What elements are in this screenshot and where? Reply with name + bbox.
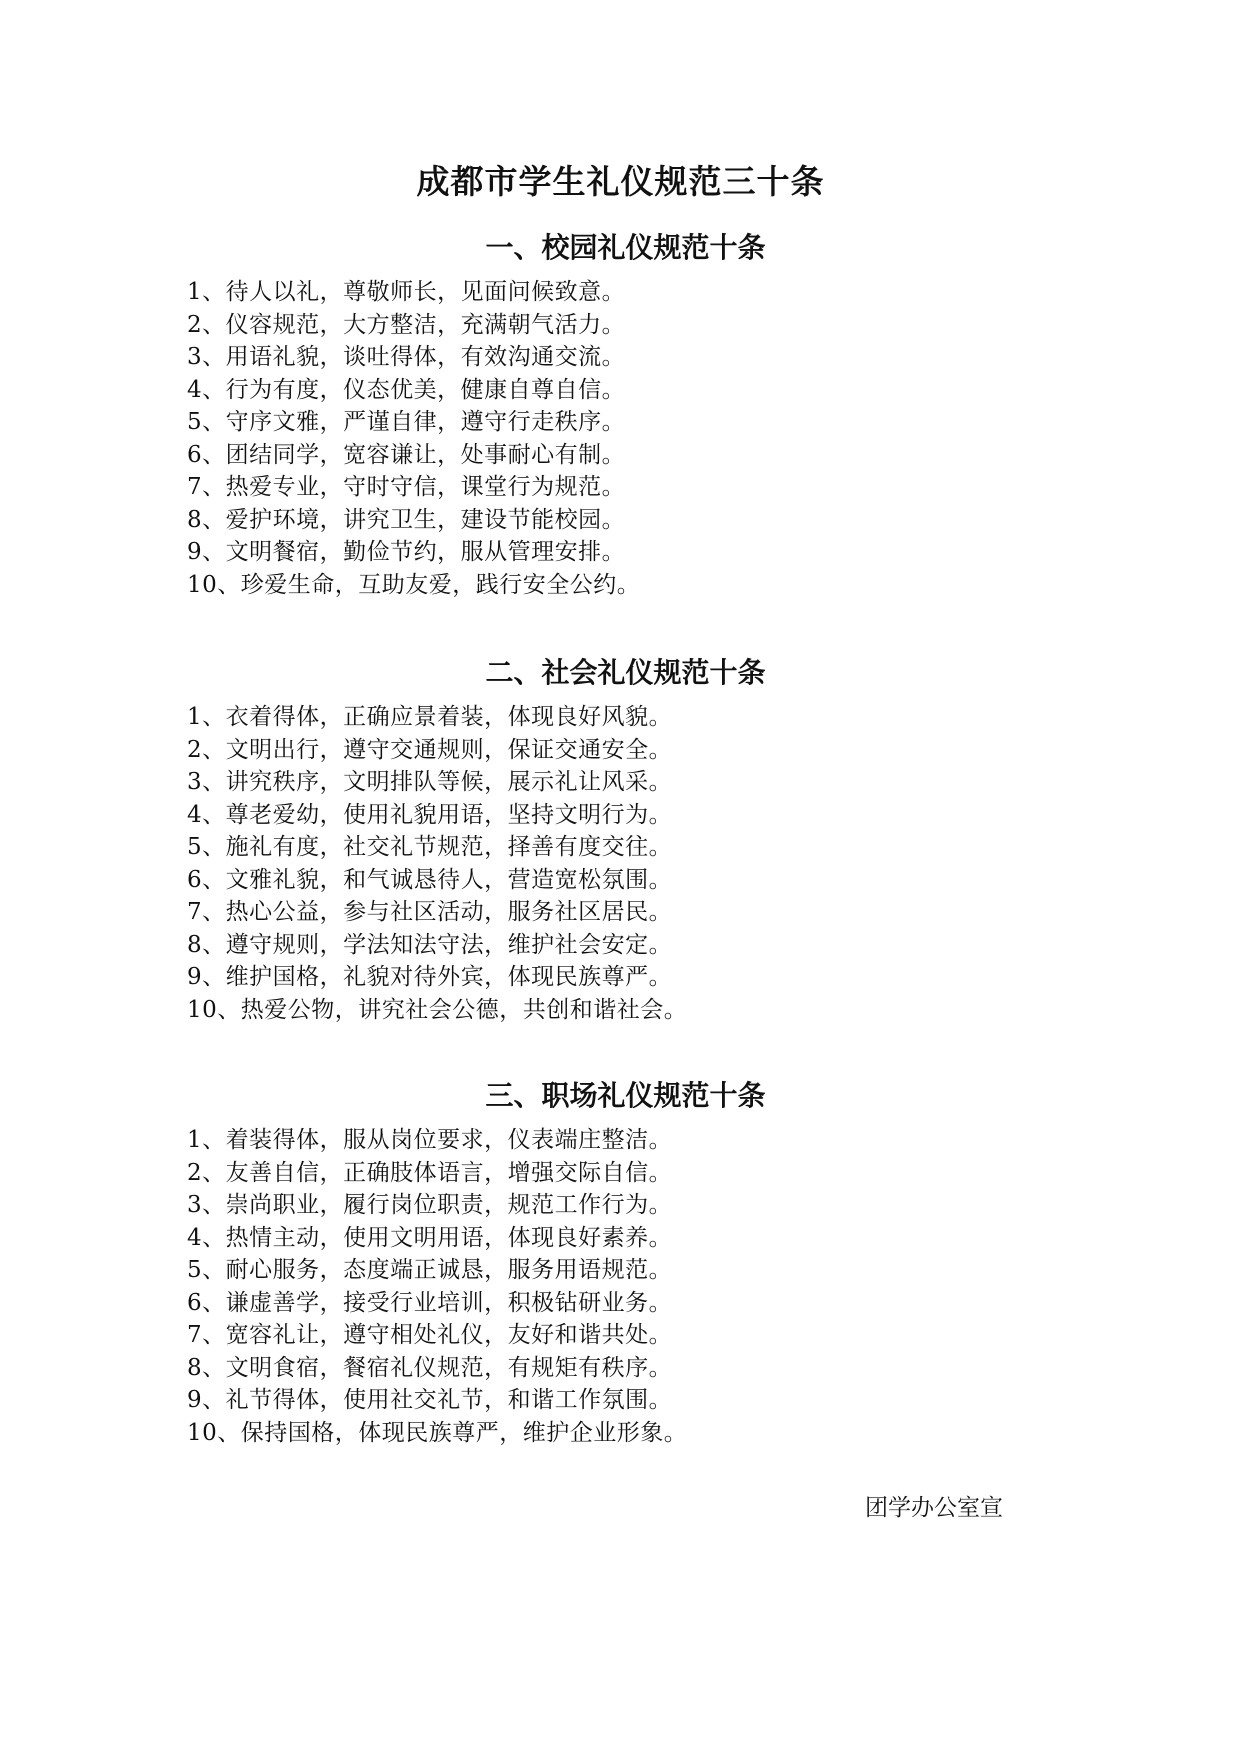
rule-item: 10、珍爱生命，互助友爱，践行安全公约。 — [187, 571, 641, 598]
rule-item: 7、热心公益，参与社区活动，服务社区居民。 — [187, 899, 673, 925]
section-heading: 三、职场礼仪规范十条 — [485, 1079, 766, 1112]
rule-item: 2、友善自信，正确肢体语言，增强交际自信。 — [187, 1159, 673, 1186]
rule-item: 5、耐心服务，态度端正诚恳，服务用语规范。 — [187, 1257, 673, 1283]
rule-item: 3、讲究秩序，文明排队等候，展示礼让风采。 — [187, 769, 673, 795]
rule-item: 3、崇尚职业，履行岗位职责，规范工作行为。 — [187, 1192, 673, 1218]
rule-item: 1、衣着得体，正确应景着装，体现良好风貌。 — [187, 704, 673, 730]
rule-item: 6、团结同学，宽容谦让，处事耐心有制。 — [187, 441, 626, 468]
rule-item: 8、文明食宿，餐宿礼仪规范，有规矩有秩序。 — [187, 1354, 673, 1381]
rule-item: 6、谦虚善学，接受行业培训，积极钻研业务。 — [187, 1289, 673, 1316]
rule-item: 4、尊老爱幼，使用礼貌用语，坚持文明行为。 — [187, 801, 673, 828]
rule-list — [0, 1124, 1241, 1449]
rule-item: 9、维护国格，礼貌对待外宾，体现民族尊严。 — [187, 964, 673, 990]
rule-item: 10、保持国格，体现民族尊严，维护企业形象。 — [187, 1419, 688, 1446]
section-heading: 一、校园礼仪规范十条 — [485, 231, 766, 264]
rule-item: 4、热情主动，使用文明用语，体现良好素养。 — [187, 1224, 673, 1251]
section-workplace-etiquette — [0, 1076, 1241, 1449]
rule-item: 6、文雅礼貌，和气诚恳待人，营造宽松氛围。 — [187, 866, 673, 893]
rule-item: 9、文明餐宿，勤俭节约，服从管理安排。 — [187, 539, 626, 565]
rule-item: 9、礼节得体，使用社交礼节，和谐工作氛围。 — [187, 1387, 673, 1413]
rule-item: 4、行为有度，仪态优美，健康自尊自信。 — [187, 376, 626, 403]
rule-item: 5、守序文雅，严谨自律，遵守行走秩序。 — [187, 409, 626, 435]
rule-item: 8、爱护环境，讲究卫生，建设节能校园。 — [187, 506, 626, 533]
rule-list — [0, 276, 1241, 601]
rule-list — [0, 701, 1241, 1026]
rule-item: 1、着装得体，服从岗位要求，仪表端庄整洁。 — [187, 1127, 673, 1153]
rule-item: 8、遵守规则，学法知法守法，维护社会安定。 — [187, 931, 673, 958]
rule-item: 5、施礼有度，社交礼节规范，择善有度交往。 — [187, 834, 673, 860]
rule-item: 3、用语礼貌，谈吐得体，有效沟通交流。 — [187, 344, 626, 370]
section-heading: 二、社会礼仪规范十条 — [485, 656, 766, 689]
rule-item: 7、热爱专业，守时守信，课堂行为规范。 — [187, 474, 626, 500]
rule-item: 1、待人以礼，尊敬师长，见面问候致意。 — [187, 279, 626, 305]
rule-item: 7、宽容礼让，遵守相处礼仪，友好和谐共处。 — [187, 1322, 673, 1348]
rule-item: 2、仪容规范，大方整洁，充满朝气活力。 — [187, 311, 626, 338]
section-society-etiquette — [0, 653, 1241, 1026]
rule-item: 2、文明出行，遵守交通规则，保证交通安全。 — [187, 736, 673, 763]
section-campus-etiquette — [0, 228, 1241, 601]
issuer-signature: 团学办公室宣 — [865, 1495, 1003, 1521]
rule-item: 10、热爱公物，讲究社会公德，共创和谐社会。 — [187, 996, 688, 1023]
document-title: 成都市学生礼仪规范三十条 — [416, 162, 825, 201]
